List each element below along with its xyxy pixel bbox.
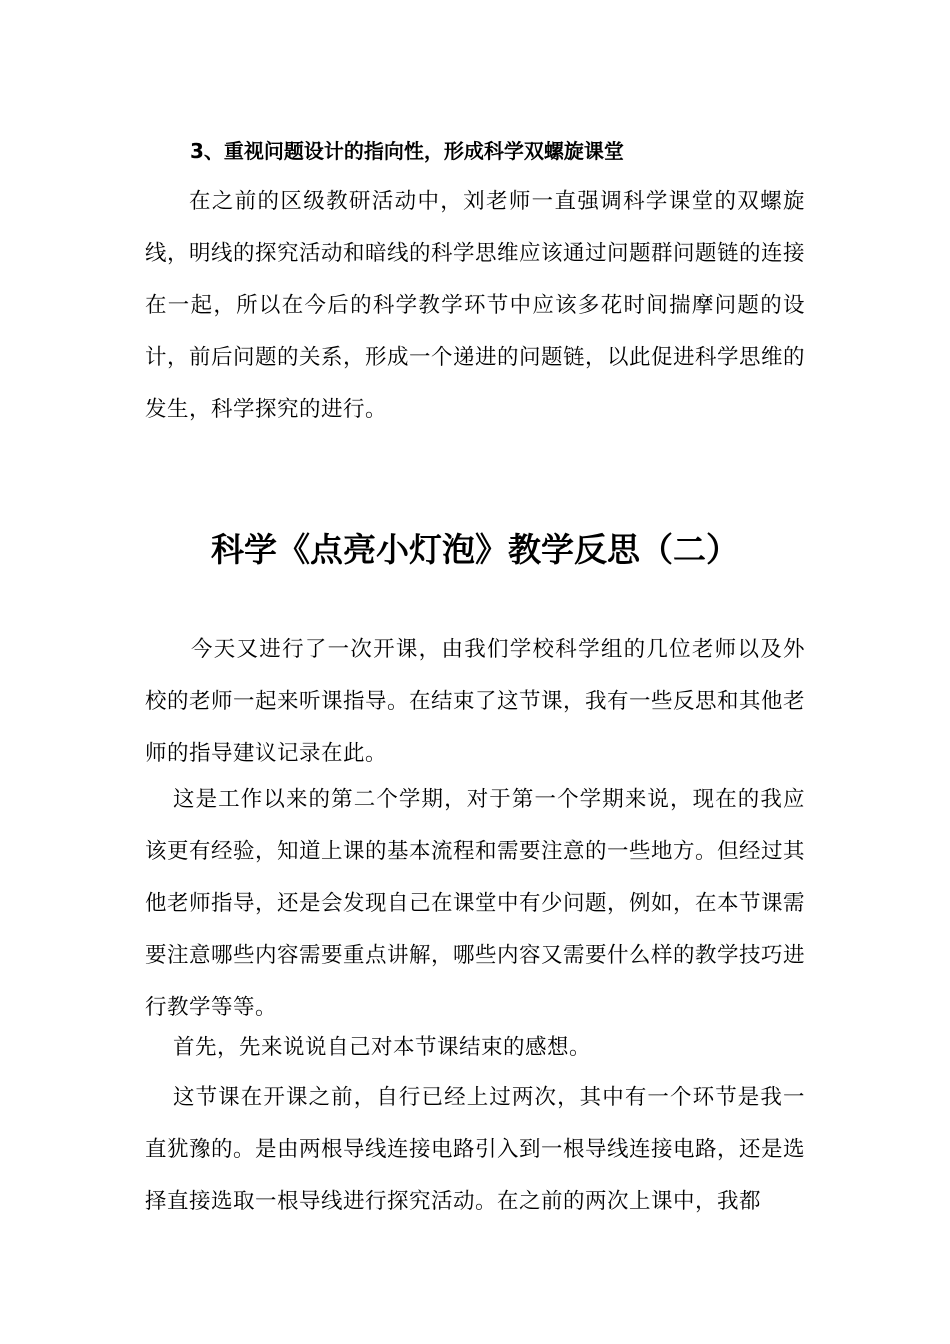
paragraph-1: 在之前的区级教研活动中，刘老师一直强调科学课堂的双螺旋线，明线的探究活动和暗线的科学思维应该通过问题群问题链的连接在一起，所以在今后的科学教学环节中应该多花时间揣摩问题的设计，前后问题的关系，形成一个递进的问题链，以此促进科学思维的发生，科学探究的进行。 <box>145 189 806 422</box>
document-title: 科学《点亮小灯泡》教学反思（二） <box>211 530 739 569</box>
paragraph-5: 这节课在开课之前，自行已经上过两次，其中有一个环节是我一直犹豫的。是由两根导线连接电路引入到一根导线连接电路，还是选择直接选取一根导线进行探究活动。在之前的两次上课中，我都 <box>145 1085 806 1214</box>
paragraph-3: 这是工作以来的第二个学期，对于第一个学期来说，现在的我应该更有经验，知道上课的基本流程和需要注意的一些地方。但经过其他老师指导，还是会发现自己在课堂中有少问题，例如，在本节课需要注意哪些内容需要重点讲解，哪些内容又需要什么样的教学技巧进行教学等等。 <box>145 787 806 1020</box>
paragraph-2: 今天又进行了一次开课，由我们学校科学组的几位老师以及外校的老师一起来听课指导。在结束了这节课，我有一些反思和其他老师的指导建议记录在此。 <box>145 637 806 766</box>
paragraph-4: 首先，先来说说自己对本节课结束的感想。 <box>173 1035 592 1060</box>
section-heading: 3、重视问题设计的指向性，形成科学双螺旋课堂 <box>190 139 624 163</box>
